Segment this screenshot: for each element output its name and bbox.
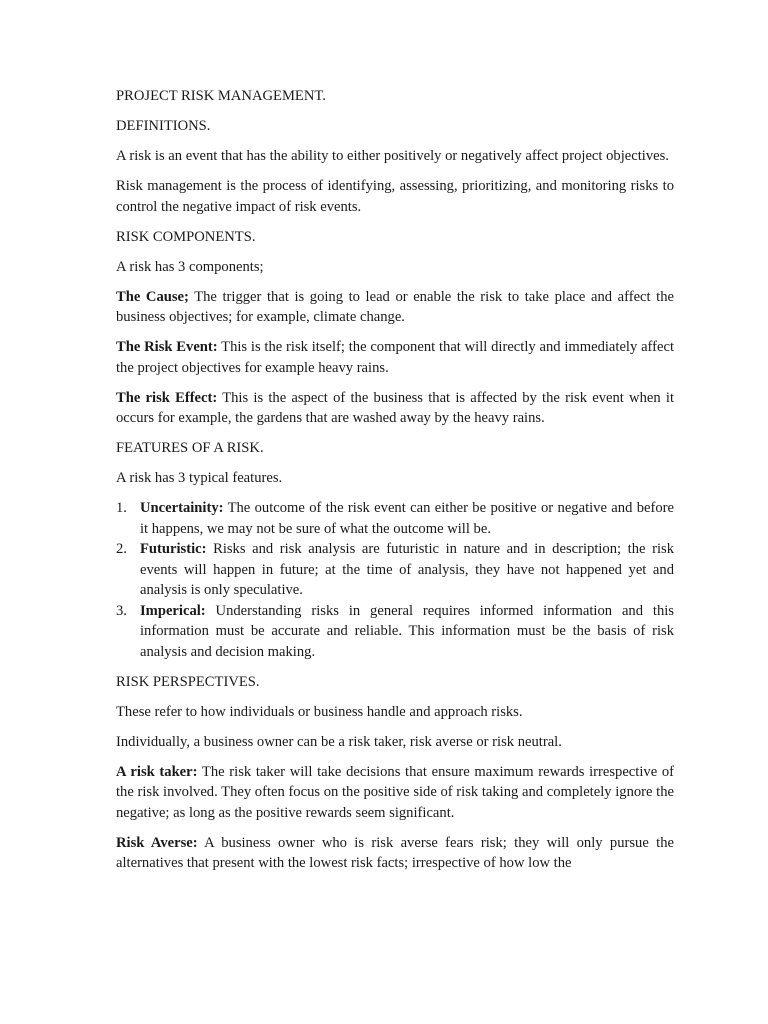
risk-averse-text: A business owner who is risk averse fears risk; they will only pursue the alternatives that present with the lowest risk facts; irrespective of how low the [116, 834, 674, 871]
perspectives-types-paragraph: Individually, a business owner can be a risk taker, risk averse or risk neutral. [116, 733, 562, 750]
feature-text: Risks and risk analysis are futuristic in nature and in description; the risk events will happen in future; at the time of analysis, they have not happened yet and analysis is only speculative. [140, 541, 674, 598]
features-intro-paragraph: A risk has 3 typical features. [116, 470, 283, 486]
risk-taker-paragraph [116, 762, 674, 824]
feature-list-item [116, 498, 674, 539]
perspectives-intro-paragraph: These refer to how individuals or business handle and approach risks. [116, 703, 523, 720]
component-risk-effect-text: This is the aspect of the business that is affected by the risk event when it occurs for example, the gardens that are washed away by the heavy rains. [116, 389, 674, 426]
feature-text: The outcome of the risk event can either be positive or negative and before it happens, we may not be sure of what the outcome will be. [140, 500, 674, 537]
list-number: 2. [116, 541, 127, 557]
risk-definition-paragraph: A risk is an event that has the ability to either positively or negatively affect project objectives. [116, 148, 669, 164]
risk-taker-term: A risk taker: [116, 763, 198, 780]
feature-term: Uncertainity: [140, 500, 224, 516]
definitions-heading: DEFINITIONS. [116, 118, 211, 134]
list-number: 3. [116, 602, 127, 619]
feature-term: Futuristic: [140, 541, 207, 557]
component-risk-event-text: This is the risk itself; the component that will directly and immediately affect the project objectives for example heavy rains. [116, 339, 675, 376]
risk-taker-text: The risk taker will take decisions that ensure maximum rewards irrespective of the risk involved. They often focus on the positive side of risk taking and completely ignore the negative; as long as the positive rewards seem significant. [116, 763, 674, 821]
risk-management-definition-paragraph: Risk management is the process of identifying, assessing, prioritizing, and monitoring risks to control the negative impact of risk events. [116, 178, 674, 215]
feature-list-item [116, 601, 674, 663]
list-number: 1. [116, 500, 127, 516]
feature-text: Understanding risks in general requires informed information and this information must be accurate and reliable. This information must be the basis of risk analysis and decision making. [140, 602, 674, 660]
risk-components-heading: RISK COMPONENTS. [116, 228, 256, 245]
component-cause-text: The trigger that is going to lead or enable the risk to take place and affect the business objectives; for example, climate change. [116, 288, 674, 325]
features-heading: FEATURES OF A RISK. [116, 440, 264, 456]
component-cause-paragraph [116, 287, 674, 328]
component-cause-term: The Cause; [116, 288, 189, 305]
component-risk-effect-paragraph [116, 388, 674, 429]
feature-list-item [116, 539, 674, 601]
risk-perspectives-heading: RISK PERSPECTIVES. [116, 673, 260, 690]
document-title: PROJECT RISK MANAGEMENT. [116, 88, 326, 104]
feature-term: Imperical: [140, 602, 206, 619]
component-risk-event-paragraph [116, 337, 674, 378]
risk-averse-term: Risk Averse: [116, 834, 198, 851]
component-risk-event-term: The Risk Event: [116, 339, 218, 355]
document-page [116, 86, 674, 883]
component-risk-effect-term: The risk Effect: [116, 389, 218, 406]
components-intro-paragraph: A risk has 3 components; [116, 258, 264, 275]
features-list [116, 498, 674, 662]
risk-averse-paragraph [116, 833, 674, 874]
